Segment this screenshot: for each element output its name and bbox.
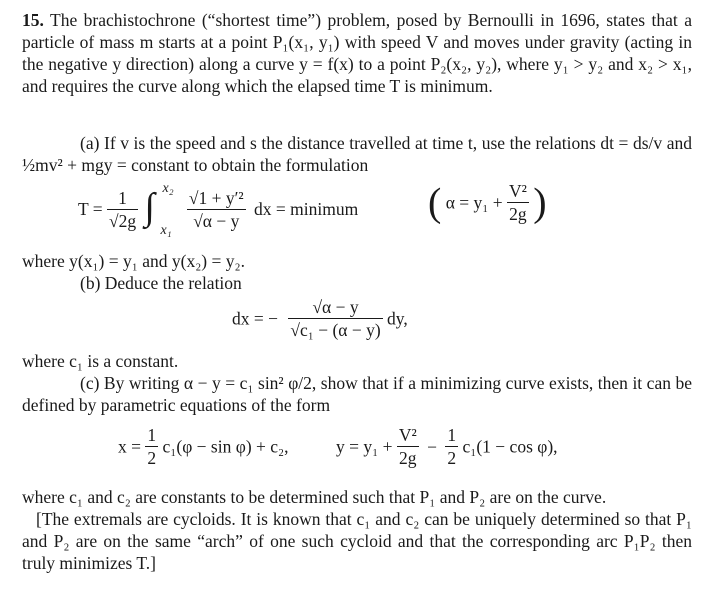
alpha-left-paren: ( xyxy=(428,179,442,225)
eq3-y-v2-over-2g: $\frac{\text{V²}}{2g}$ xyxy=(398,425,417,468)
alpha-right-paren: ) xyxy=(533,179,547,225)
eq1-integral xyxy=(142,180,182,238)
problem-number: 15. xyxy=(22,10,44,30)
equation-parametric-y xyxy=(336,424,558,480)
eq3-y-rest: c₁(1 − cos φ), xyxy=(462,436,558,457)
eq3-y-minus: − xyxy=(427,436,437,457)
eq3-x-rest: c₁(φ − sin φ) + c₂, xyxy=(162,436,289,457)
eq3-x-lhs: x = xyxy=(118,436,141,457)
part-c-content: (c) By writing α − y = c₁ sin² φ/2, show that if a minimizing curve exists, then it can be defined by parametric equations of the form xyxy=(22,373,692,415)
part-b-content: (b) Deduce the relation xyxy=(80,273,242,293)
eq2-fraction: $\frac{√\alpha - y}{\text{√c₁ − (α − y)}}$ xyxy=(290,297,381,340)
where2-text: where c₁ is a constant. xyxy=(22,351,179,371)
where-constant-c1 xyxy=(22,350,178,372)
eq1-lhs: T = xyxy=(78,199,103,219)
closing-text: [The extremals are cycloids. It is known that c₁ and c₂ can be uniquely determined so that P₁ and P₂ are on the same “arch” of one such cycloid and that the corresponding arc P₁P₂ then truly minimizes T.] xyxy=(22,509,692,573)
part-a-content: (a) If v is the speed and s the distance travelled at time t, use the relations dt = ds/v and ½mv² + mgy = constant to obtain the formulation xyxy=(22,133,692,175)
eq3-y-half: $\frac{1}{2}$ xyxy=(447,425,457,468)
alpha-fraction: $\frac{\text{V²}}{2g}$ xyxy=(508,181,527,224)
eq3-x-half: $\frac{1}{2}$ xyxy=(147,425,157,468)
part-c-text xyxy=(22,372,692,416)
integral-upper-limit: x₂ xyxy=(162,181,174,196)
eq2-lhs: dx = − xyxy=(232,308,278,329)
where-constants xyxy=(22,486,606,508)
alpha-definition xyxy=(428,180,547,246)
eq3-y-lhs: y = y₁ + xyxy=(336,436,393,457)
part-a-text xyxy=(22,132,692,176)
problem-intro-text: The brachistochrone (“shortest time”) problem, posed by Bernoulli in 1696, states that a particle of mass m starts at a point P₁(x₁, y₁) with speed V and moves under gravity (acting in the negative y direction) along a curve y = f(x) to a point P₂(x₂, y₂), where y₁ > y₂ and x₂ > x₁, and requires the curve along which the elapsed time T is minimum. xyxy=(22,10,692,96)
problem-statement xyxy=(22,9,692,97)
integral-lower-limit: x₁ xyxy=(160,223,172,238)
part-b-text xyxy=(80,272,242,294)
closing-remark xyxy=(22,508,692,574)
eq1-tail: dx = minimum xyxy=(254,199,359,219)
alpha-lhs: α = y₁ + xyxy=(445,192,503,213)
equation-time-integral xyxy=(78,180,358,246)
eq2-tail: dy, xyxy=(387,308,408,329)
equation-parametric-x xyxy=(118,424,289,480)
eq1-coefficient: $\frac{1}{√2g}$ xyxy=(109,187,137,231)
where-boundary-conditions xyxy=(22,250,245,272)
equation-dx-relation xyxy=(232,296,408,352)
where1-text: where y(x₁) = y₁ and y(x₂) = y₂. xyxy=(22,251,245,271)
where3-text: where c₁ and c₂ are constants to be determined such that P₁ and P₂ are on the curve. xyxy=(22,487,607,507)
eq1-integrand: $\frac{\text{√1 + y′²}}{√\alpha - y}$ xyxy=(188,187,244,231)
integral-sign: ∫ xyxy=(144,186,155,228)
